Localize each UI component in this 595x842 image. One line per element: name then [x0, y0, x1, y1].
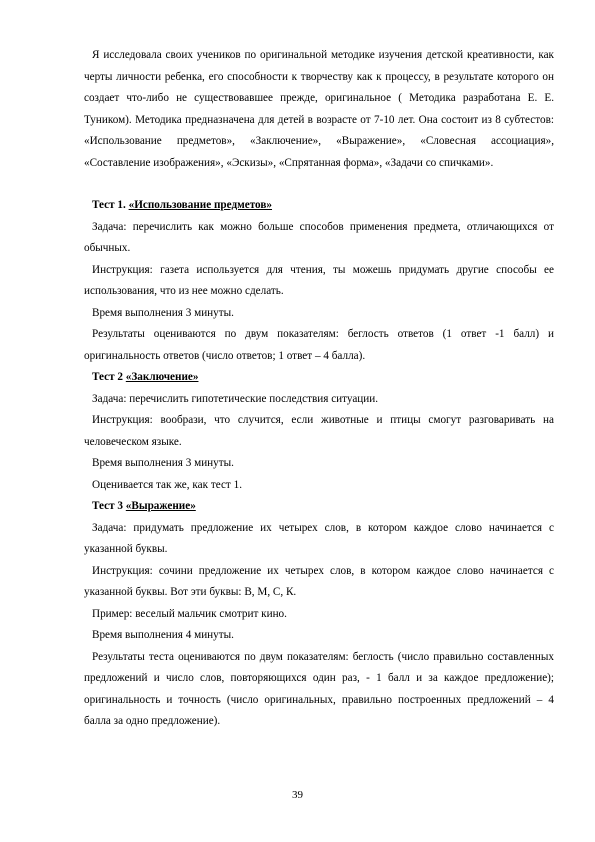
test3-task: Задача: придумать предложение их четырех слов, в котором каждое слово начинается с указанной буквы. [84, 521, 554, 555]
test3-results: Результаты теста оцениваются по двум показателям: беглость (число правильно составленных предложений и число слов, повторяющихся один раз, - 1 балл и за каждое предложение); оригинальность и точность (число оригинальных, правильно построенных предложений – 4 балла за одно предложение). [84, 650, 554, 727]
test1-heading-title: «Использование предметов» [128, 199, 273, 211]
test2-evaluation: Оценивается так же, как тест 1. [92, 478, 243, 491]
test2-heading [84, 367, 554, 389]
test1-time: Время выполнения 3 минуты. [92, 306, 234, 319]
intro-paragraph: Я исследовала своих учеников по оригинальной методике изучения детской креативности, как черты личности ребенка, его способности к творчеству как к процессу, в результате которого он создает что-либо не существовавшее прежде, оригинальное ( Методика разработана Е. Е. Туником). Методика предназначена для детей в возрасте от 7-10 лет. Она состоит из 8 субтестов: «Использование предметов», «Заключение», «Выражение», «Словесная ассоциация», «Составление изображения», «Эскизы», «Спрятанная форма», «Задачи со спичками». [84, 49, 554, 169]
page-body [84, 45, 554, 733]
test3-instruction: Инструкция: сочини предложение их четырех слов, в котором каждое слово начинается с указанной буквы. Вот эти буквы: В, М, С, К. [84, 564, 554, 598]
test3-time: Время выполнения 4 минуты. [92, 629, 234, 641]
test3-example: Пример: веселый мальчик смотрит кино. [92, 607, 287, 620]
test3-heading-prefix: Тест 3 [92, 500, 126, 512]
test2-time: Время выполнения 3 минуты. [92, 457, 234, 469]
test2-instruction: Инструкция: вообрази, что случится, если животные и птицы смогут разговаривать на человеческом языке. [84, 414, 554, 448]
test2-task: Задача: перечислить гипотетические последствия ситуации. [92, 392, 379, 405]
test1-heading [84, 195, 554, 217]
test3-heading-title: «Выражение» [125, 500, 196, 512]
test1-task: Задача: перечислить как можно больше способов применения предмета, отличающихся от обычных. [84, 220, 554, 254]
test2-heading-title: «Заключение» [125, 371, 199, 383]
test1-instruction: Инструкция: газета используется для чтения, ты можешь придумать другие способы ее использования, что из нее можно сделать. [84, 263, 554, 297]
test3-heading [84, 496, 554, 518]
test1-heading-prefix: Тест 1. [92, 199, 129, 211]
test2-heading-prefix: Тест 2 [92, 371, 126, 383]
page-number: 39 [292, 789, 303, 801]
test1-results: Результаты оцениваются по двум показателям: беглость ответов (1 ответ -1 балл) и оригинальность ответов (число ответов; 1 ответ – 4 балла). [84, 328, 554, 362]
section-spacer [84, 174, 554, 195]
